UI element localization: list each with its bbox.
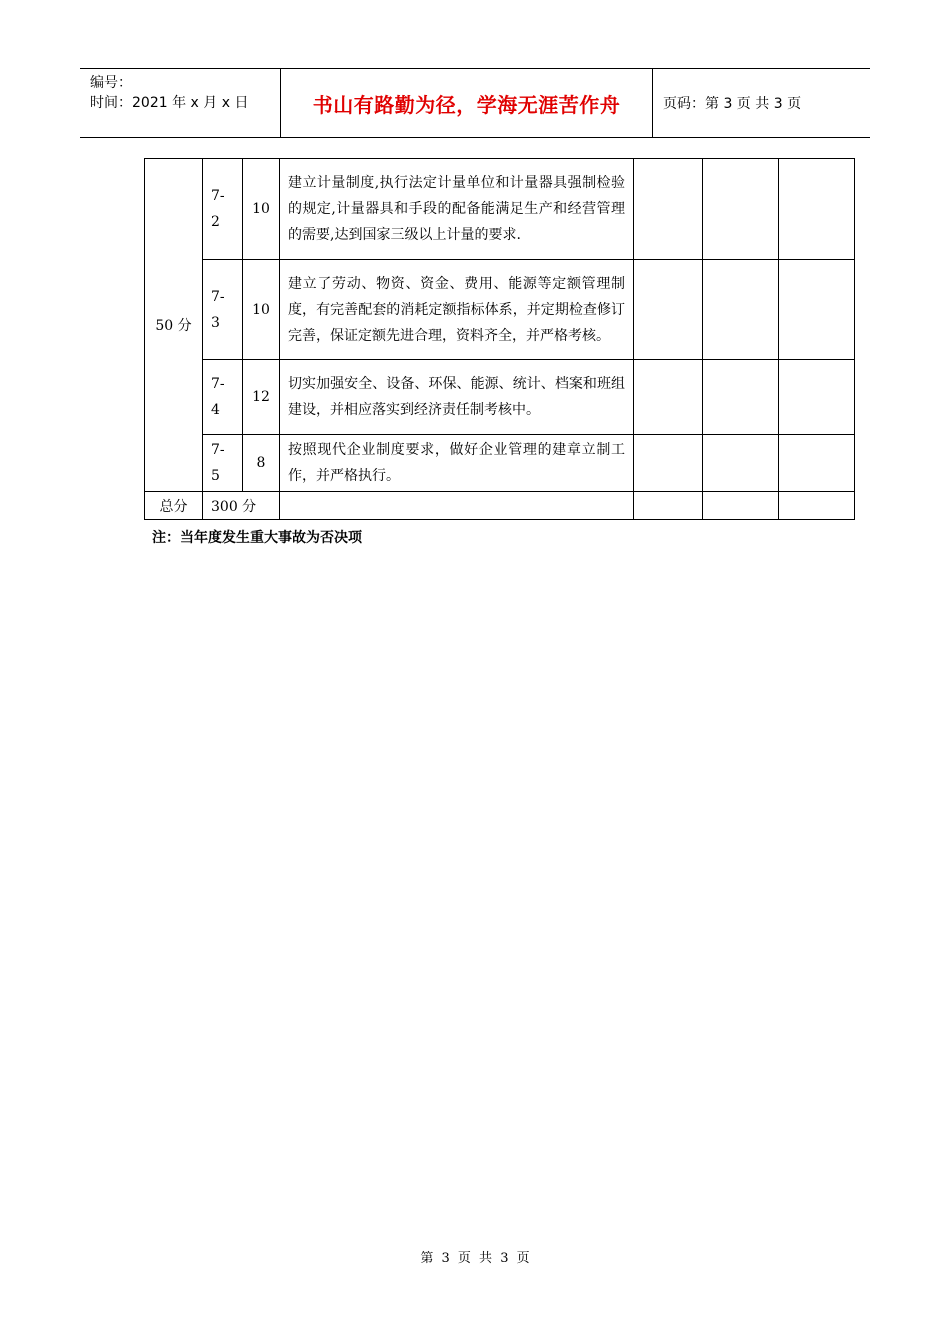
item-code: 7- 3: [203, 260, 243, 360]
empty-cell: [779, 435, 855, 492]
empty-cell: [634, 435, 703, 492]
empty-cell: [779, 159, 855, 260]
table-row: [145, 159, 855, 260]
item-points: 8: [243, 435, 280, 492]
item-points: 12: [243, 360, 280, 435]
item-description: 建立计量制度,执行法定计量单位和计量器具强制检验的规定,计量器具和手段的配备能满足生产和经营管理的需要,达到国家三级以上计量的要求.: [280, 159, 634, 260]
table-row: [145, 435, 855, 492]
empty-cell: [634, 260, 703, 360]
header-page-number: 页码：第 3 页 共 3 页: [663, 96, 802, 112]
document-date: 时间：2021 年 x 月 x 日: [90, 95, 249, 111]
empty-cell: [634, 492, 703, 520]
total-label: 总分: [145, 492, 203, 520]
empty-cell: [703, 360, 779, 435]
table-row: [145, 360, 855, 435]
item-code: 7- 5: [203, 435, 243, 492]
header-motto: 书山有路勤为径，学海无涯苦作舟: [281, 69, 653, 137]
item-points: 10: [243, 159, 280, 260]
page-header: [80, 68, 870, 138]
table-row: [145, 260, 855, 360]
item-description: 切实加强安全、设备、环保、能源、统计、档案和班组建设，并相应落实到经济责任制考核中。: [280, 360, 634, 435]
category-score: 50 分: [145, 159, 203, 492]
item-description: 按照现代企业制度要求，做好企业管理的建章立制工作，并严格执行。: [280, 435, 634, 492]
item-code: 7- 4: [203, 360, 243, 435]
scoring-table: [144, 158, 855, 520]
header-meta: [80, 69, 281, 137]
empty-cell: [634, 360, 703, 435]
document-number-label: 编号：: [90, 75, 132, 91]
empty-cell: [703, 260, 779, 360]
empty-cell: [703, 435, 779, 492]
empty-cell: [280, 492, 634, 520]
page-footer: 第 3 页 共 3 页: [420, 1251, 530, 1266]
total-value: 300 分: [203, 492, 280, 520]
empty-cell: [703, 159, 779, 260]
empty-cell: [779, 360, 855, 435]
item-description: 建立了劳动、物资、资金、费用、能源等定额管理制度，有完善配套的消耗定额指标体系，并定期检查修订完善，保证定额先进合理，资料齐全，并严格考核。: [280, 260, 634, 360]
empty-cell: [779, 260, 855, 360]
item-code: 7- 2: [203, 159, 243, 260]
empty-cell: [634, 159, 703, 260]
empty-cell: [779, 492, 855, 520]
item-points: 10: [243, 260, 280, 360]
total-row: [145, 492, 855, 520]
empty-cell: [703, 492, 779, 520]
veto-note: 注：当年度发生重大事故为否决项: [152, 530, 362, 546]
